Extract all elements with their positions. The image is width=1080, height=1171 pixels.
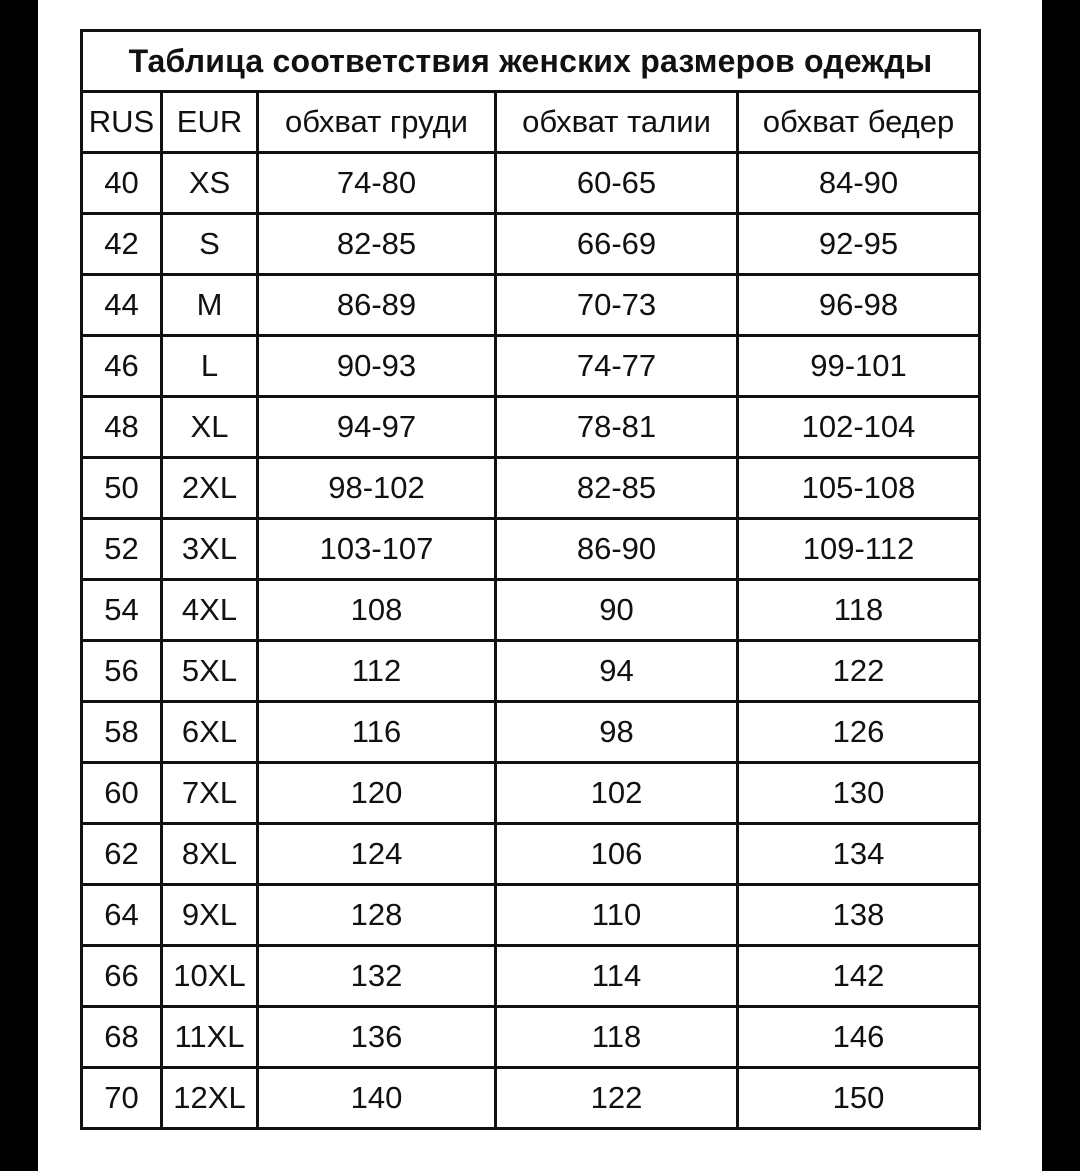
cell-waist: 78-81: [496, 397, 738, 458]
cell-chest: 128: [258, 885, 496, 946]
table-body: [82, 153, 980, 1129]
cell-waist: 118: [496, 1007, 738, 1068]
cell-chest: 140: [258, 1068, 496, 1129]
cell-hips: 102-104: [738, 397, 980, 458]
header-waist: обхват талии: [496, 92, 738, 153]
cell-hips: 118: [738, 580, 980, 641]
cell-eur-size: 3XL: [162, 519, 258, 580]
cell-rus-size: 48: [82, 397, 162, 458]
cell-waist: 110: [496, 885, 738, 946]
cell-hips: 134: [738, 824, 980, 885]
header-row: [82, 92, 980, 153]
cell-eur-size: XS: [162, 153, 258, 214]
cell-chest: 120: [258, 763, 496, 824]
cell-waist: 90: [496, 580, 738, 641]
cell-chest: 82-85: [258, 214, 496, 275]
cell-waist: 114: [496, 946, 738, 1007]
cell-hips: 146: [738, 1007, 980, 1068]
cell-rus-size: 58: [82, 702, 162, 763]
cell-hips: 142: [738, 946, 980, 1007]
table-row: [82, 153, 980, 214]
cell-chest: 86-89: [258, 275, 496, 336]
cell-chest: 103-107: [258, 519, 496, 580]
table-row: [82, 214, 980, 275]
cell-hips: 122: [738, 641, 980, 702]
cell-waist: 106: [496, 824, 738, 885]
cell-eur-size: XL: [162, 397, 258, 458]
table-row: [82, 397, 980, 458]
cell-eur-size: 12XL: [162, 1068, 258, 1129]
cell-chest: 116: [258, 702, 496, 763]
header-eur: EUR: [162, 92, 258, 153]
table-row: [82, 946, 980, 1007]
cell-hips: 105-108: [738, 458, 980, 519]
cell-waist: 94: [496, 641, 738, 702]
title-row: [82, 31, 980, 92]
cell-waist: 86-90: [496, 519, 738, 580]
cell-eur-size: 2XL: [162, 458, 258, 519]
header-chest: обхват груди: [258, 92, 496, 153]
cell-hips: 96-98: [738, 275, 980, 336]
table-row: [82, 885, 980, 946]
cell-chest: 112: [258, 641, 496, 702]
cell-rus-size: 66: [82, 946, 162, 1007]
cell-rus-size: 54: [82, 580, 162, 641]
table-row: [82, 275, 980, 336]
cell-chest: 124: [258, 824, 496, 885]
cell-rus-size: 42: [82, 214, 162, 275]
cell-hips: 92-95: [738, 214, 980, 275]
cell-rus-size: 52: [82, 519, 162, 580]
table-row: [82, 458, 980, 519]
cell-chest: 90-93: [258, 336, 496, 397]
cell-chest: 98-102: [258, 458, 496, 519]
cell-eur-size: 10XL: [162, 946, 258, 1007]
cell-eur-size: 11XL: [162, 1007, 258, 1068]
cell-waist: 98: [496, 702, 738, 763]
cell-chest: 108: [258, 580, 496, 641]
cell-eur-size: 4XL: [162, 580, 258, 641]
table-row: [82, 519, 980, 580]
cell-waist: 82-85: [496, 458, 738, 519]
cell-rus-size: 50: [82, 458, 162, 519]
table-row: [82, 580, 980, 641]
cell-eur-size: 5XL: [162, 641, 258, 702]
cell-chest: 74-80: [258, 153, 496, 214]
cell-waist: 122: [496, 1068, 738, 1129]
cell-rus-size: 70: [82, 1068, 162, 1129]
cell-hips: 109-112: [738, 519, 980, 580]
table-row: [82, 763, 980, 824]
cell-eur-size: S: [162, 214, 258, 275]
cell-hips: 138: [738, 885, 980, 946]
cell-waist: 102: [496, 763, 738, 824]
cell-rus-size: 44: [82, 275, 162, 336]
cell-hips: 84-90: [738, 153, 980, 214]
cell-eur-size: 6XL: [162, 702, 258, 763]
header-rus: RUS: [82, 92, 162, 153]
table-row: [82, 336, 980, 397]
table-row: [82, 641, 980, 702]
cell-rus-size: 40: [82, 153, 162, 214]
cell-eur-size: M: [162, 275, 258, 336]
table-row: [82, 1007, 980, 1068]
table-row: [82, 1068, 980, 1129]
table-row: [82, 702, 980, 763]
cell-rus-size: 68: [82, 1007, 162, 1068]
cell-hips: 126: [738, 702, 980, 763]
cell-eur-size: 7XL: [162, 763, 258, 824]
cell-chest: 94-97: [258, 397, 496, 458]
cell-chest: 136: [258, 1007, 496, 1068]
cell-hips: 130: [738, 763, 980, 824]
cell-hips: 99-101: [738, 336, 980, 397]
cell-waist: 70-73: [496, 275, 738, 336]
document-page: [38, 0, 1042, 1171]
cell-rus-size: 62: [82, 824, 162, 885]
cell-eur-size: 8XL: [162, 824, 258, 885]
cell-hips: 150: [738, 1068, 980, 1129]
cell-waist: 60-65: [496, 153, 738, 214]
cell-rus-size: 64: [82, 885, 162, 946]
cell-waist: 66-69: [496, 214, 738, 275]
table-row: [82, 824, 980, 885]
cell-waist: 74-77: [496, 336, 738, 397]
cell-eur-size: 9XL: [162, 885, 258, 946]
cell-rus-size: 46: [82, 336, 162, 397]
cell-chest: 132: [258, 946, 496, 1007]
cell-rus-size: 60: [82, 763, 162, 824]
header-hips: обхват бедер: [738, 92, 980, 153]
cell-rus-size: 56: [82, 641, 162, 702]
size-chart-table: [80, 29, 981, 1130]
table-title: Таблица соответствия женских размеров одежды: [82, 31, 980, 92]
cell-eur-size: L: [162, 336, 258, 397]
